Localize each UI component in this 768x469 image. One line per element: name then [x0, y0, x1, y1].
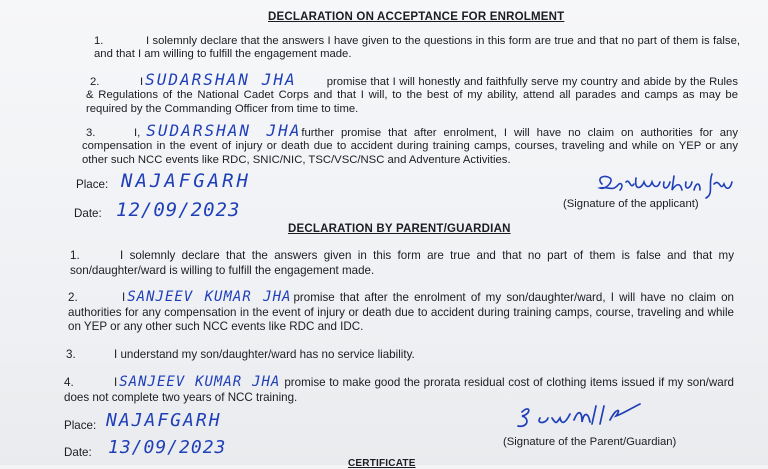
applicant-signature: [594, 170, 744, 200]
guardian-para-2: [68, 290, 734, 335]
enrolment-place-label: Place:: [76, 178, 109, 191]
guardian-para-2-i: I: [122, 291, 126, 304]
enrolment-para-3: [82, 121, 738, 167]
applicant-signature-caption: (Signature of the applicant): [563, 198, 699, 210]
enrolment-para-2-number: 2.: [90, 76, 100, 88]
guardian-para-4-i: I: [114, 376, 118, 389]
guardian-para-4-text: promise to make good the prorata residual cost of clothing items issued if my son/ward does not complete two years of NCC training.: [64, 376, 734, 404]
guardian-para-2-number: 2.: [68, 291, 78, 304]
guardian-signature: [512, 400, 672, 436]
enrolment-date-value: 12/09/2023: [116, 199, 241, 221]
enrolment-para-2: [86, 70, 738, 116]
guardian-para-3: [66, 348, 732, 363]
guardian-signature-caption: (Signature of the Parent/Guardian): [503, 436, 677, 448]
enrolment-para-3-name: SUDARSHAN JHA: [146, 121, 302, 140]
enrolment-date-label: Date:: [74, 207, 102, 220]
enrolment-heading: DECLARATION ON ACCEPTANCE FOR ENROLMENT: [268, 11, 565, 23]
guardian-para-3-text: I understand my son/daughter/ward has no service liability.: [114, 348, 415, 361]
guardian-para-3-number: 3.: [66, 348, 76, 361]
guardian-para-1-text: I solemnly declare that the answers given in this form are true and that no part of them is false and that my son/daughter/ward is willing to fulfill the engagement made.: [70, 249, 734, 277]
enrolment-para-3-number: 3.: [86, 127, 96, 139]
guardian-date-value: 13/09/2023: [108, 437, 227, 458]
guardian-date-label: Date:: [64, 446, 92, 459]
guardian-para-1: [70, 249, 734, 278]
certificate-heading: CERTIFICATE: [348, 458, 416, 469]
enrolment-para-1-text: I solemnly declare that the answers I have given to the questions in this form are true and that no part of them is false, and that I am willing to fulfill the engagement made.: [94, 35, 740, 61]
enrolment-para-2-name: SUDARSHAN JHA: [145, 70, 297, 89]
guardian-place-label: Place:: [64, 419, 97, 432]
guardian-para-4-name: SANJEEV KUMAR JHA: [119, 374, 281, 390]
enrolment-para-1: [94, 35, 740, 62]
guardian-place-value: NAJAFGARH: [106, 410, 222, 431]
enrolment-para-3-text: further promise that after enrolment, I will have no claim on authorities for any compensation in the event of injury or death due to accident during training camps, courses, traveling and while on YEP or any other such NCC events like RDC, SNIC/NIC, TSC/VSC/NSC and Adventure Activities.: [82, 127, 738, 166]
guardian-para-1-number: 1.: [70, 249, 80, 262]
guardian-para-2-name: SANJEEV KUMAR JHA: [127, 289, 292, 305]
enrolment-para-3-i: I,: [134, 127, 141, 139]
enrolment-para-2-i: I: [140, 76, 144, 88]
guardian-heading: DECLARATION BY PARENT/GUARDIAN: [288, 223, 511, 235]
guardian-para-2-text: promise that after the enrolment of my son/daughter/ward, I will have no claim on authorities for any compensation in the event of injury or death due to accident during training camps, course, traveling and while on YEP or any other such NCC events like RDC and IDC.: [68, 291, 734, 334]
guardian-para-4-number: 4.: [64, 376, 74, 389]
enrolment-para-1-number: 1.: [94, 35, 104, 47]
enrolment-para-2-text: promise that I will honestly and faithfully serve my country and abide by the Rules & Regulations of the National Cadet Corps and that I will, to the best of my ability, attend all parades and camps as may be required by the Commanding Officer from time to time.: [86, 76, 738, 115]
enrolment-place-value: NAJAFGARH: [121, 170, 251, 192]
